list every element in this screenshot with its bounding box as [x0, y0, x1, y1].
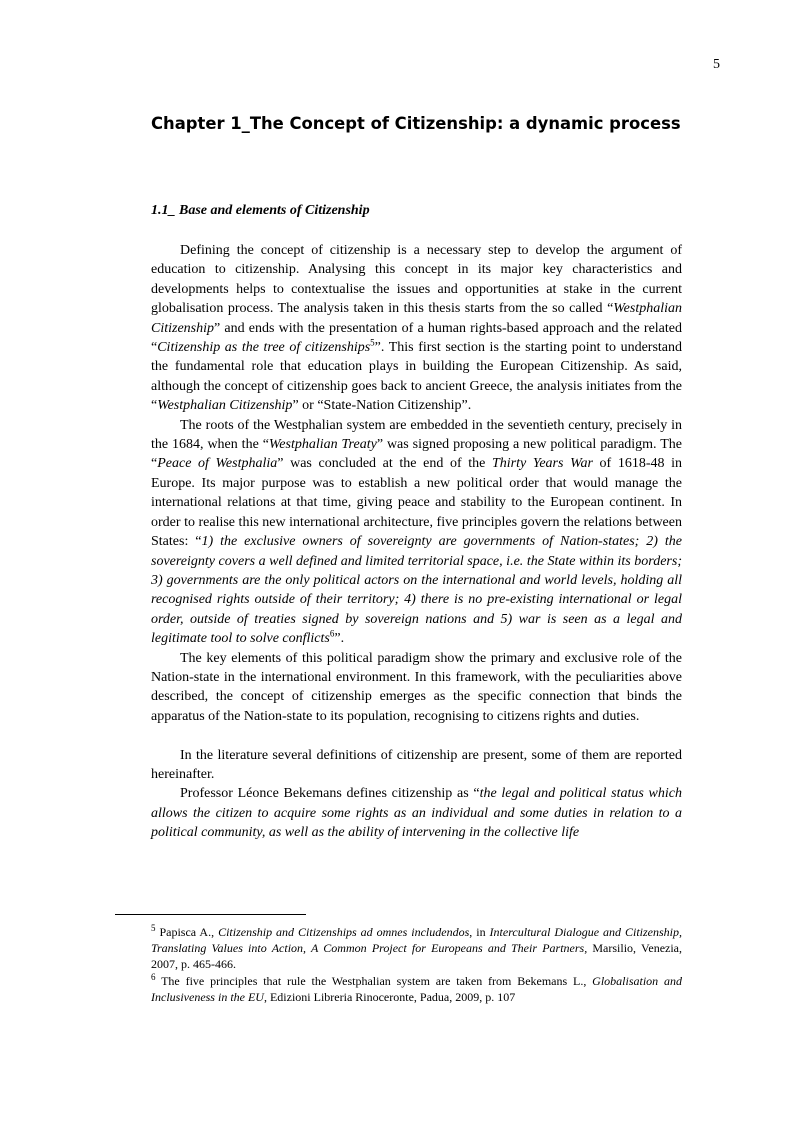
paragraph-1	[151, 241, 682, 416]
footnote-5	[151, 924, 682, 973]
paragraph-text: ” or “State-Nation Citizenship”.	[292, 398, 472, 414]
italic-term: Westphalian Citizenship	[157, 398, 293, 414]
paragraph-text: ”.	[334, 631, 345, 647]
page-number: 5	[713, 57, 720, 72]
footnotes	[151, 924, 682, 1005]
paragraph-3: The key elements of this political paradigm show the primary and exclusive role of the Nation-state in the international environment. In this framework, with the peculiarities above described, the concept of citizenship emerges as the specific connection that binds the apparatus of the Nation-state to its population, recognising to citizens rights and duties.	[151, 650, 682, 724]
footnote-title: Citizenship and Citizenships ad omnes includendos	[218, 925, 470, 939]
italic-term: Citizenship as the tree of citizenships	[157, 340, 371, 356]
paragraph-text: ” was signed proposing a new political paradigm. The “	[151, 437, 682, 472]
footnote-text: , Edizioni Libreria Rinoceronte, Padua, 2009, p. 107	[263, 989, 516, 1004]
paragraph-text: of 1618-48 in Europe. Its major purpose was to establish a new political order that would manage the international relations at that time, giving peace and stability to the European continent. In order to realise this new international architecture, five principles govern the relations between States: “	[151, 456, 682, 550]
footnote-6	[151, 973, 682, 1005]
footnote-ref: 5	[370, 337, 375, 348]
paragraph-4: In the literature several definitions of citizenship are present, some of them are reported hereinafter.	[151, 747, 682, 782]
footnote-number: 6	[151, 971, 156, 982]
italic-term: Thirty Years War	[491, 456, 593, 472]
italic-term: Westphalian Citizenship	[151, 301, 682, 336]
footnote-divider	[115, 914, 306, 915]
paragraph-text: Professor Léonce Bekemans defines citizenship as “	[180, 786, 480, 802]
italic-quote: 1) the exclusive owners of sovereignty are governments of Nation-states; 2) the sovereignty covers a well defined and limited territorial space, i.e. the State within its borders; 3) governments are the only political actors on the international and world levels, holding all recognised rights outside of their territory; 4) there is no pre-existing international or legal order, outside of treaties signed by sovereign nations and 5) war is seen as a legal and legitimate tool to solve conflicts	[151, 534, 682, 647]
italic-quote: the legal and political status which allows the citizen to acquire some rights as an individual and some duties in relation to a political community, as well as the ability of intervening in the collective life	[151, 786, 682, 841]
footnote-text: , in	[469, 925, 490, 939]
footnote-text: The five principles that rule the Westphalian system are taken from Bekemans L.,	[155, 973, 593, 988]
footnote-ref: 6	[329, 628, 335, 639]
paragraph-text: ”. This first section is the starting point to understand the fundamental role that education plays in building the European Citizenship. As said, although the concept of citizenship goes back to ancient Greece, the analysis initiates from the “	[151, 340, 683, 414]
paragraph-text: ” was concluded at the end of the	[277, 456, 492, 472]
italic-term: Peace of Westphalia	[157, 456, 278, 472]
footnote-text: Marsilio, Venezia, 2007, p. 465-466.	[151, 941, 683, 972]
paragraph-text: ” and ends with the presentation of a human rights-based approach and the related “	[151, 320, 682, 356]
footnote-title: Globalisation and Inclusiveness in the EU	[151, 973, 683, 1004]
italic-term: Westphalian Treaty	[268, 437, 377, 453]
paragraph-text: The roots of the Westphalian system are embedded in the seventieth century, precisely in the 1684, when the “	[151, 417, 682, 453]
footnote-title: Intercultural Dialogue and Citizenship, Translating Values into Action, A Common Project for Europeans and Their Partners,	[151, 925, 682, 956]
paragraph-2	[151, 416, 682, 649]
footnote-number: 5	[151, 923, 156, 933]
footnote-text: Papisca A.,	[155, 925, 219, 939]
section-heading: 1.1_ Base and elements of Citizenship	[151, 203, 370, 218]
paragraph-5	[151, 784, 682, 842]
body-text	[151, 241, 682, 843]
paragraph-text: Defining the concept of citizenship is a necessary step to develop the argument of education to citizenship. Analysing this concept in its major key characteristics and developments helps to contextualise the issues and opportunities at stake in the current globalisation process. The analysis taken in this thesis starts from the so called “	[151, 243, 682, 317]
chapter-title: Chapter 1_The Concept of Citizenship: a dynamic process	[151, 114, 681, 133]
